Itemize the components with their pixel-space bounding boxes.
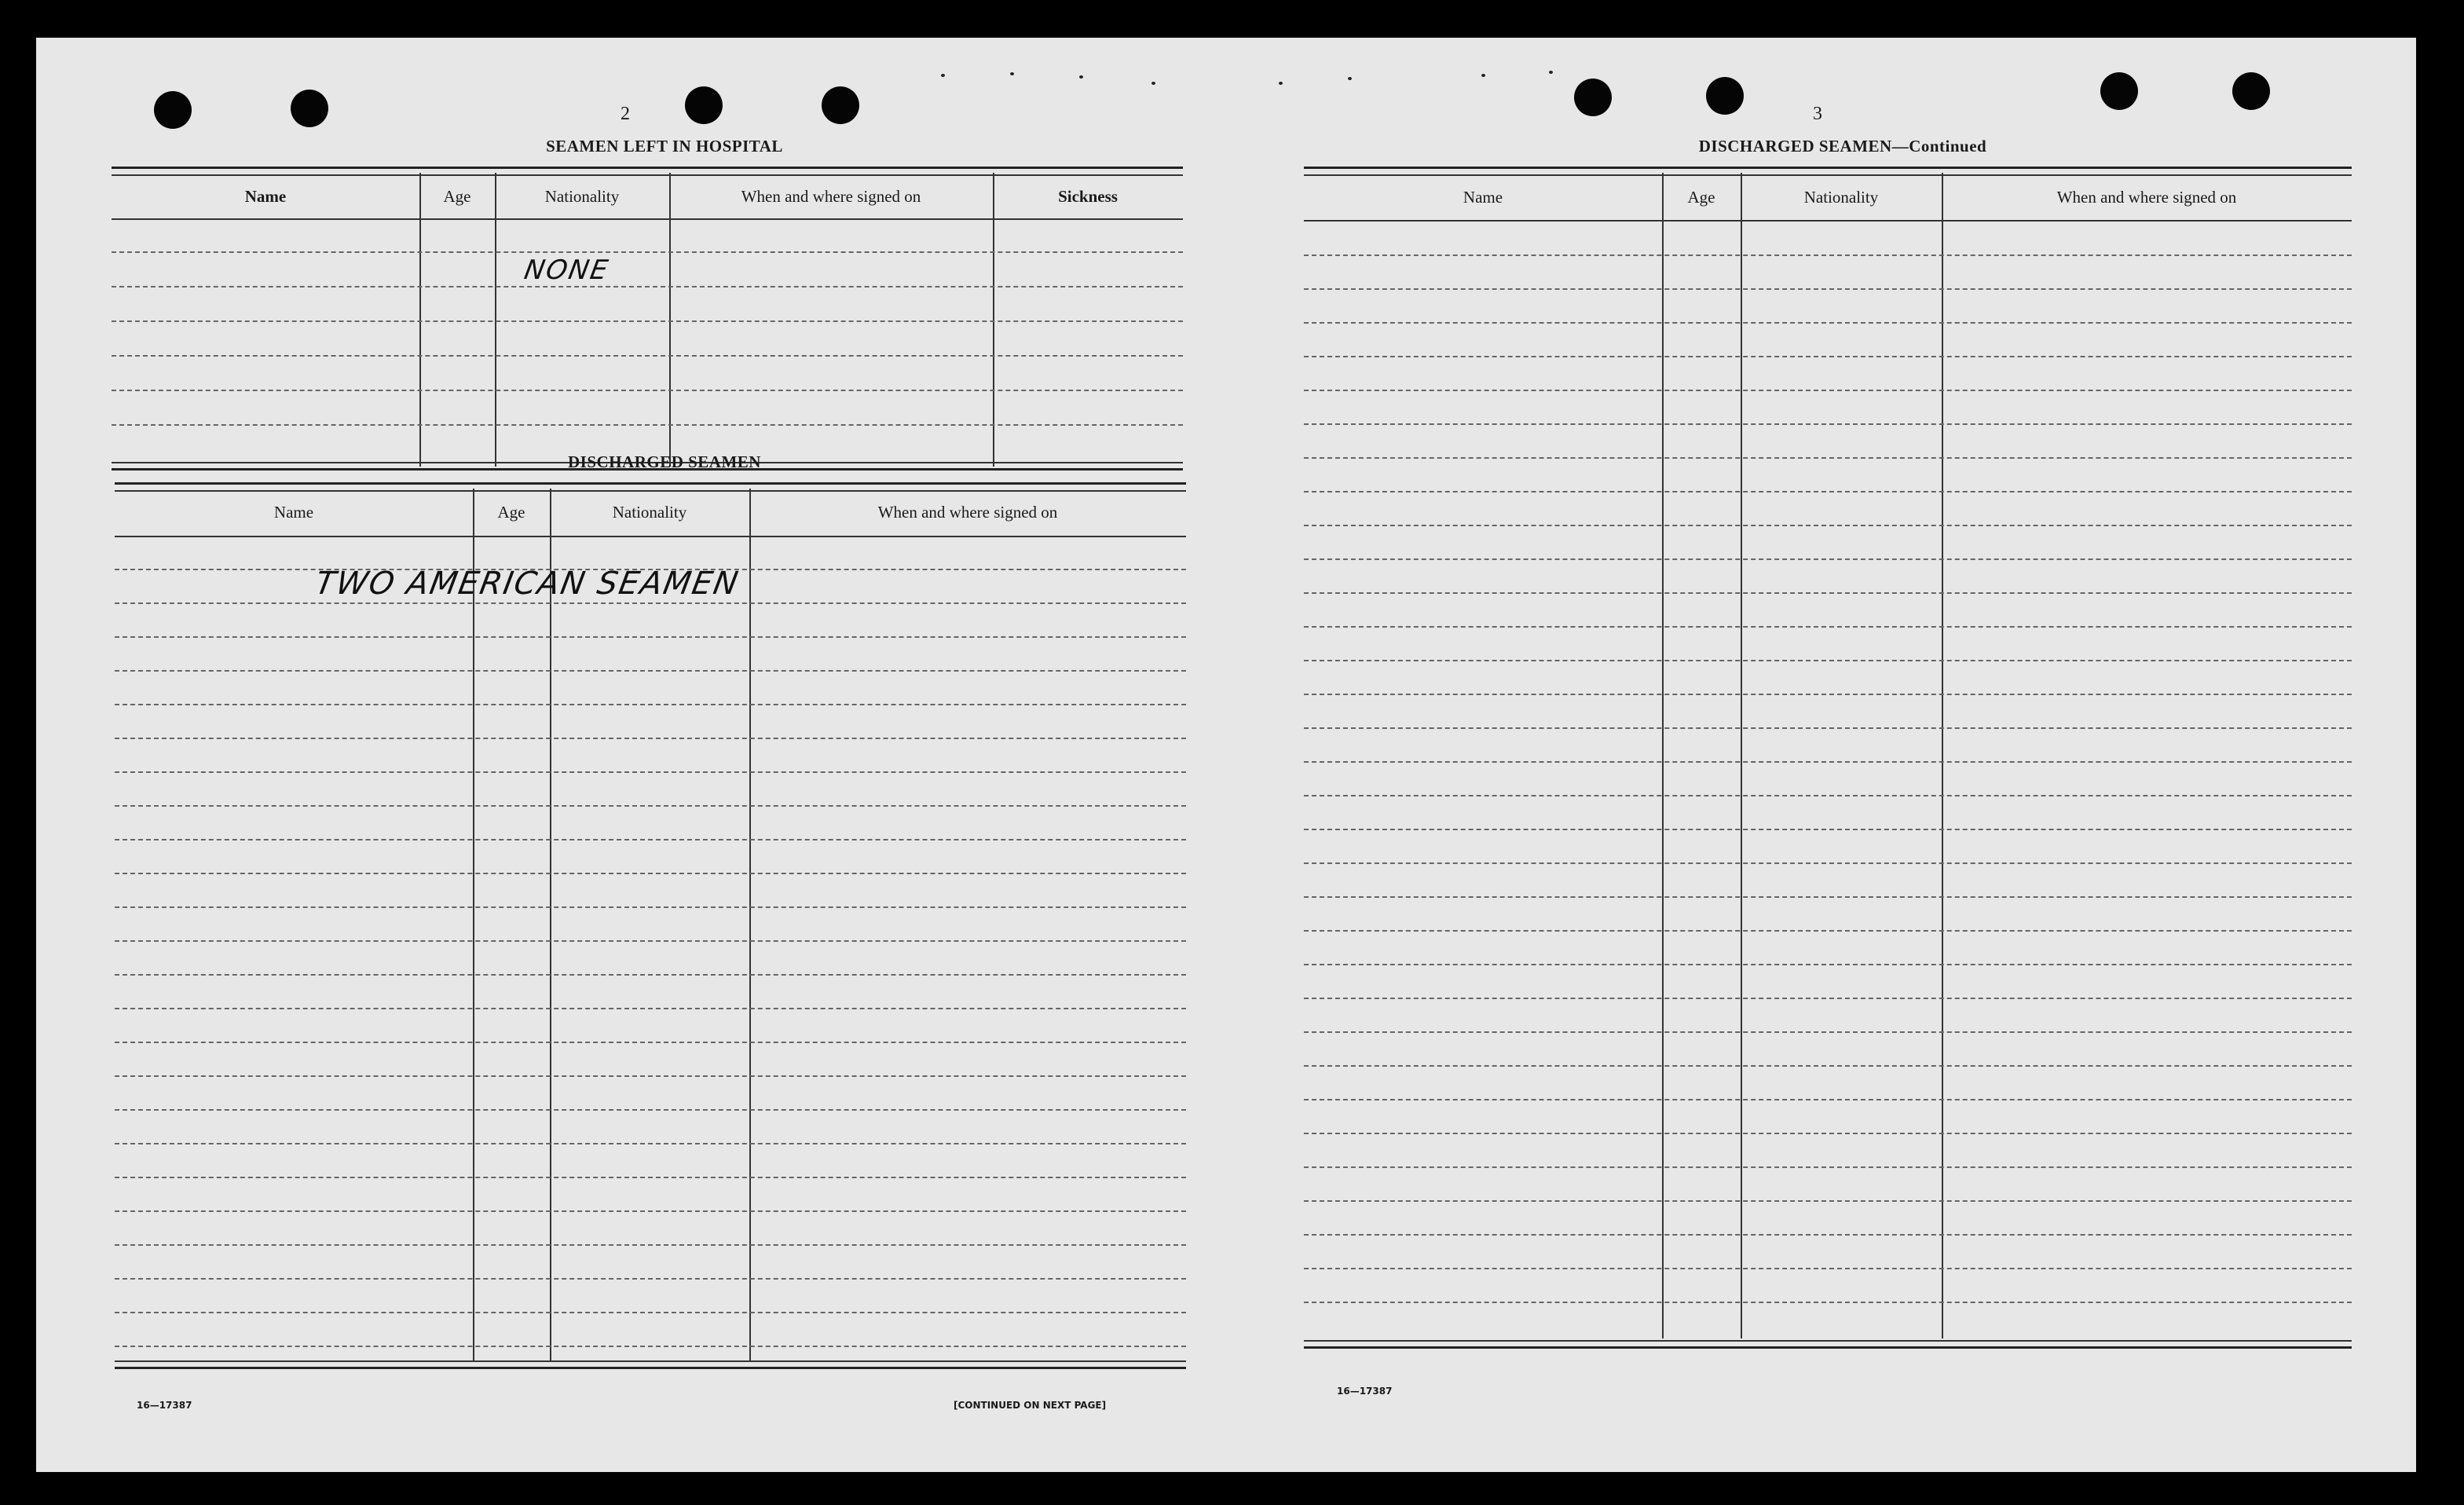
column-divider — [1741, 173, 1742, 1338]
hospital-table — [112, 167, 1183, 473]
discharged-table-left — [115, 482, 1186, 1370]
header-line — [1304, 220, 2352, 222]
row-line — [112, 251, 1183, 253]
section-title-continued: —Continued — [1891, 137, 1987, 156]
speck — [1549, 71, 1553, 74]
row-line — [1304, 1133, 2352, 1134]
col-header-age: Age — [1687, 187, 1715, 207]
page-number: 3 — [1813, 104, 1822, 124]
handwritten-entry: NONE — [522, 254, 612, 286]
column-divider — [495, 173, 496, 467]
row-line — [1304, 1031, 2352, 1033]
row-line — [115, 670, 1186, 672]
row-line — [112, 320, 1183, 322]
row-line — [1304, 390, 2352, 391]
row-line — [115, 636, 1186, 638]
row-line — [115, 805, 1186, 807]
row-line — [1304, 254, 2352, 256]
row-line — [1304, 829, 2352, 830]
column-divider — [550, 489, 551, 1360]
row-line — [1304, 322, 2352, 324]
section-title-main: DISCHARGED SEAMEN — [1698, 137, 1892, 156]
page-number: 2 — [621, 104, 630, 124]
row-line — [1304, 1234, 2352, 1236]
col-header-age: Age — [443, 186, 471, 206]
row-line — [115, 1312, 1186, 1313]
section-title: DISCHARGED SEAMEN — [568, 452, 761, 471]
punch-hole — [2232, 72, 2270, 110]
punch-hole — [154, 91, 192, 129]
col-header-name: Name — [273, 502, 314, 522]
row-line — [1304, 457, 2352, 459]
row-line — [1304, 998, 2352, 999]
col-header-when-where: When and where signed on — [877, 502, 1058, 522]
row-line — [112, 390, 1183, 391]
speck — [1010, 72, 1014, 75]
speck — [1151, 82, 1155, 85]
row-line — [115, 906, 1186, 908]
row-line — [115, 1278, 1186, 1280]
row-line — [112, 424, 1183, 426]
table-top-rule — [112, 167, 1183, 176]
row-line — [1304, 288, 2352, 290]
section-title: SEAMEN LEFT IN HOSPITAL — [546, 137, 783, 156]
discharged-table-right — [1304, 167, 2352, 1345]
col-header-when-where: When and where signed on — [741, 186, 921, 206]
row-line — [115, 1210, 1186, 1212]
row-line — [115, 1244, 1186, 1246]
row-line — [1304, 761, 2352, 763]
row-line — [1304, 660, 2352, 661]
col-header-age: Age — [497, 502, 525, 522]
row-line — [1304, 356, 2352, 357]
row-line — [115, 940, 1186, 942]
row-line — [1304, 1268, 2352, 1269]
col-header-name: Name — [244, 186, 287, 206]
row-line — [115, 1346, 1186, 1347]
row-line — [1304, 1200, 2352, 1202]
table-header — [112, 176, 1183, 217]
row-line — [1304, 1099, 2352, 1100]
col-header-sickness: Sickness — [1058, 186, 1118, 206]
row-line — [115, 1042, 1186, 1043]
speck — [1481, 74, 1485, 77]
speck — [1279, 82, 1283, 85]
row-line — [115, 974, 1186, 976]
column-divider — [669, 173, 671, 467]
speck — [1079, 75, 1083, 79]
row-line — [115, 839, 1186, 840]
row-line — [115, 1177, 1186, 1178]
row-line — [1304, 558, 2352, 560]
header-line — [115, 536, 1186, 537]
speck — [941, 74, 945, 77]
col-header-nationality: Nationality — [544, 186, 620, 206]
table-top-rule — [1304, 167, 2352, 176]
row-line — [112, 286, 1183, 287]
row-line — [1304, 1302, 2352, 1303]
row-line — [115, 1109, 1186, 1111]
column-divider — [473, 489, 474, 1360]
row-line — [115, 1143, 1186, 1144]
col-header-when-where: When and where signed on — [2056, 187, 2237, 207]
row-line — [1304, 525, 2352, 526]
punch-hole — [685, 86, 723, 124]
document-sheet — [36, 38, 2416, 1472]
row-line — [1304, 694, 2352, 695]
row-line — [115, 602, 1186, 604]
punch-hole — [1574, 79, 1612, 116]
row-line — [1304, 727, 2352, 729]
col-header-name: Name — [1463, 187, 1503, 207]
table-bottom-rule — [1304, 1340, 2352, 1349]
punch-hole — [1706, 77, 1744, 115]
row-line — [1304, 862, 2352, 864]
punch-hole — [2100, 72, 2138, 110]
speck — [1348, 77, 1352, 80]
row-line — [115, 704, 1186, 705]
form-number: 16—17387 — [1337, 1386, 1393, 1397]
continued-note: [CONTINUED ON NEXT PAGE] — [954, 1400, 1107, 1411]
column-divider — [419, 173, 421, 467]
row-line — [1304, 423, 2352, 425]
section-title — [1607, 137, 2078, 156]
column-divider — [749, 489, 751, 1360]
handwritten-entry: TWO AMERICAN SEAMEN — [312, 566, 742, 602]
row-line — [1304, 1166, 2352, 1168]
row-line — [1304, 626, 2352, 628]
col-header-nationality: Nationality — [612, 502, 687, 522]
row-line — [115, 738, 1186, 739]
row-line — [1304, 592, 2352, 594]
table-bottom-rule — [115, 1360, 1186, 1369]
row-line — [1304, 795, 2352, 796]
header-line — [112, 218, 1183, 220]
row-line — [115, 1008, 1186, 1009]
table-header — [115, 492, 1186, 533]
row-line — [115, 771, 1186, 773]
form-number: 16—17387 — [137, 1400, 192, 1411]
row-line — [1304, 491, 2352, 493]
column-divider — [1942, 173, 1943, 1338]
punch-hole — [822, 86, 859, 124]
row-line — [1304, 964, 2352, 965]
col-header-nationality: Nationality — [1803, 187, 1879, 207]
row-line — [115, 873, 1186, 874]
table-header — [1304, 176, 2352, 218]
row-line — [1304, 1065, 2352, 1067]
punch-hole — [291, 90, 328, 127]
row-line — [1304, 930, 2352, 932]
row-line — [1304, 896, 2352, 898]
row-line — [115, 1075, 1186, 1077]
table-top-rule — [115, 482, 1186, 492]
column-divider — [1662, 173, 1664, 1338]
row-line — [112, 355, 1183, 357]
column-divider — [993, 173, 994, 467]
